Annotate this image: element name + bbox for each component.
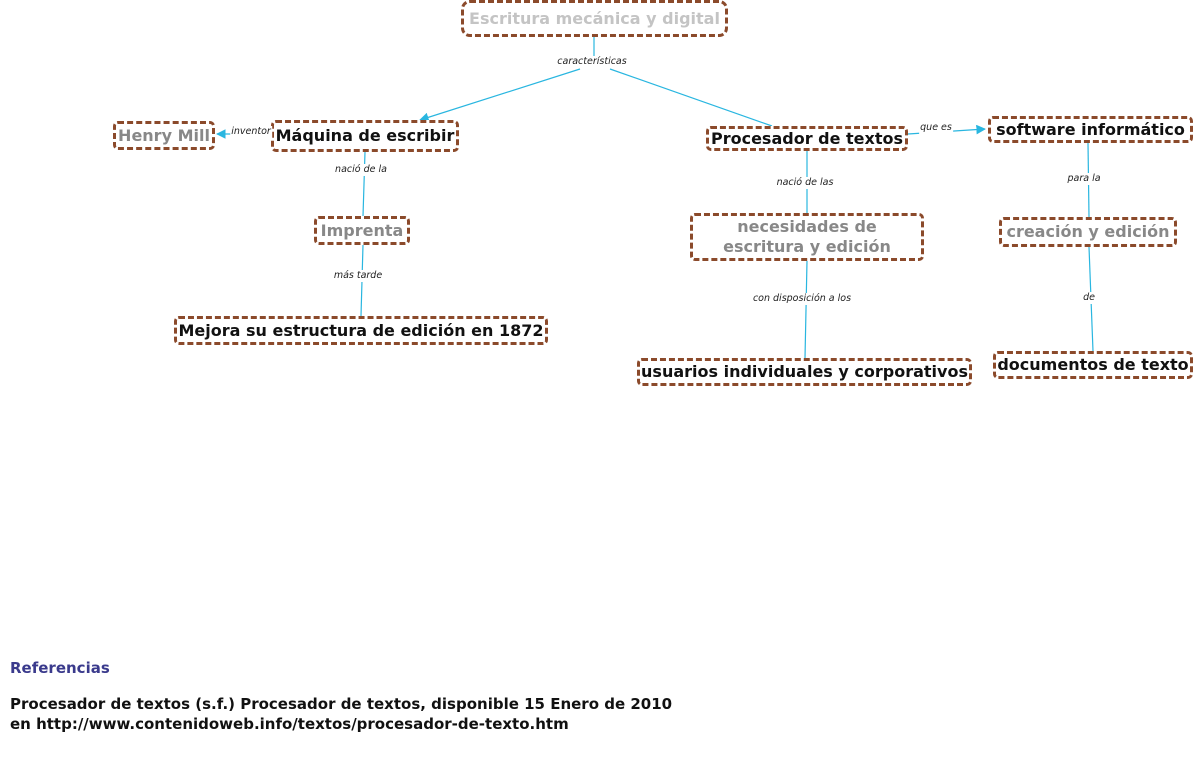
node-documentos-de-texto[interactable]: documentos de texto bbox=[993, 351, 1193, 379]
connector-to-maquina bbox=[420, 69, 580, 120]
reference-line-2[interactable]: en http://www.contenidoweb.info/textos/procesador-de-texto.htm bbox=[10, 715, 569, 733]
node-procesador-de-textos[interactable]: Procesador de textos bbox=[706, 126, 908, 151]
node-henry-mill[interactable]: Henry Mill bbox=[113, 121, 215, 150]
references-heading: Referencias bbox=[10, 659, 110, 677]
node-software-informatico[interactable]: software informático bbox=[988, 116, 1193, 143]
link-label-nacio-de-las: nació de las bbox=[776, 177, 834, 188]
references-section bbox=[10, 658, 1110, 734]
node-escritura-mecanica-digital[interactable]: Escritura mecánica y digital bbox=[461, 0, 728, 37]
link-label-de: de bbox=[1083, 292, 1095, 303]
node-imprenta[interactable]: Imprenta bbox=[314, 216, 410, 245]
link-label-inventor: inventor bbox=[231, 126, 271, 137]
reference-line-1: Procesador de textos (s.f.) Procesador de textos, disponible 15 Enero de 2010 bbox=[10, 695, 673, 713]
link-label-caracteristicas: características bbox=[557, 56, 627, 67]
node-necesidades-escritura-edicion[interactable]: necesidades de escritura y edición bbox=[690, 213, 924, 261]
node-creacion-y-edicion[interactable]: creación y edición bbox=[999, 217, 1177, 247]
connector-necesidades-usuarios bbox=[805, 261, 807, 358]
link-label-para-la: para la bbox=[1067, 173, 1101, 184]
node-mejora-estructura[interactable]: Mejora su estructura de edición en 1872 bbox=[174, 316, 548, 345]
link-label-mas-tarde: más tarde bbox=[333, 270, 383, 281]
connector-maquina-imprenta bbox=[363, 152, 365, 216]
link-label-que-es: que es bbox=[920, 122, 952, 133]
link-label-nacio-de-la: nació de la bbox=[335, 164, 387, 175]
node-usuarios-individuales-corporativos[interactable]: usuarios individuales y corporativos bbox=[637, 358, 972, 386]
node-maquina-de-escribir[interactable]: Máquina de escribir bbox=[271, 120, 459, 152]
connector-to-procesador bbox=[610, 69, 772, 126]
link-label-con-disposicion: con disposición a los bbox=[752, 293, 852, 304]
